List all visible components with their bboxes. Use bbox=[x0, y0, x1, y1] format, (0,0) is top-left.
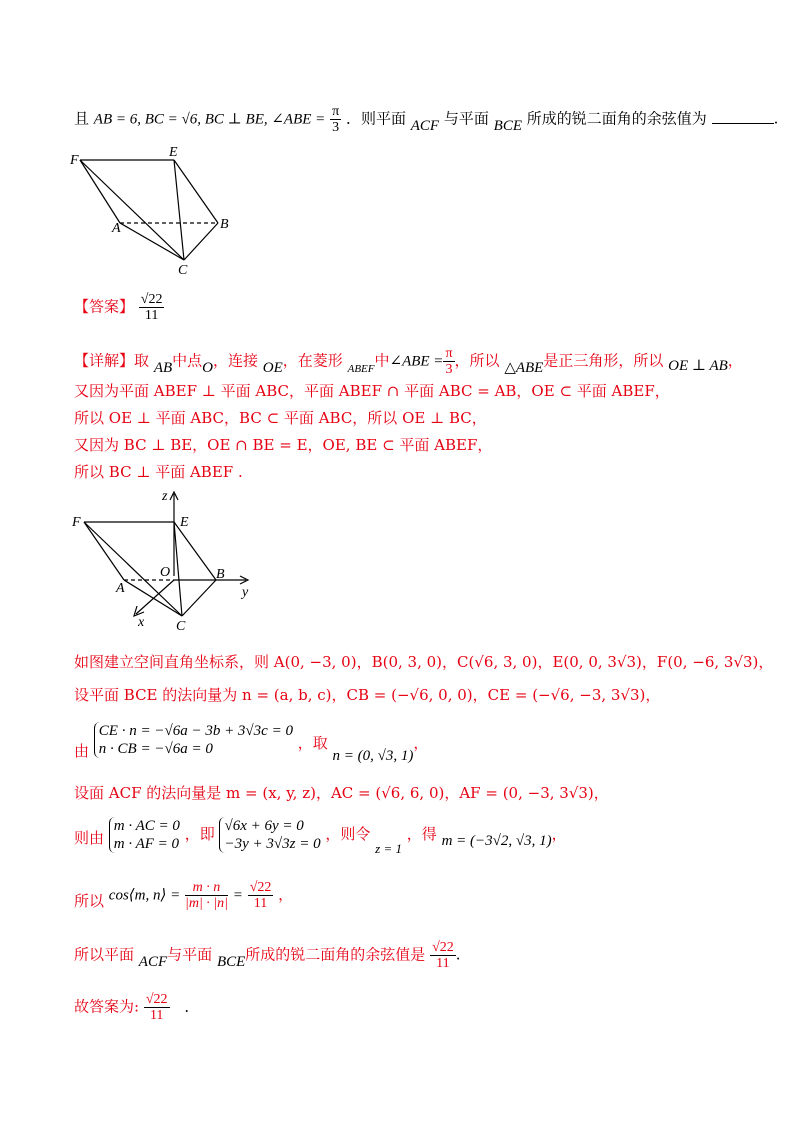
detail-text: ，所以 bbox=[454, 351, 500, 370]
system-2-eq1: m · AC = 0 bbox=[113, 818, 180, 834]
detail-line-3: 所以 OE ⊥ 平面 ABC，BC ⊂ 平面 ABC，所以 OE ⊥ BC， bbox=[74, 409, 487, 427]
detail-line-5: 所以 BC ⊥ 平面 ABEF . bbox=[74, 463, 243, 481]
normal-n: n = (0, √3, 1) bbox=[332, 748, 414, 764]
fig2-label-A: A bbox=[116, 581, 125, 596]
solution-text: 所以平面 bbox=[74, 945, 135, 964]
normal-m: m = (−3√2, √3, 1) bbox=[441, 833, 552, 849]
answer-tag: 【答案】 bbox=[74, 297, 135, 316]
system-3-eq2: −3y + 3√3z = 0 bbox=[224, 836, 321, 852]
cos-value: $\frac{√22}{11}$ bbox=[249, 880, 272, 911]
answer-line bbox=[74, 292, 164, 323]
point-o: O bbox=[202, 359, 213, 376]
plane-acf-final: ACF bbox=[138, 953, 168, 970]
triangle-abe: △ABE bbox=[504, 359, 544, 376]
final-answer-value: $\frac{√22}{11}$ bbox=[145, 992, 168, 1023]
solution-line-5 bbox=[74, 817, 567, 856]
detail-tag: 【详解】 bbox=[74, 351, 135, 370]
solution-line-4: 设面 ACF 的法向量是 m = (x, y, z)，AC = (√6, 6, 0)，AF = (0, −3, 3√3)， bbox=[74, 784, 609, 802]
detail-text: 中 bbox=[374, 351, 390, 370]
solution-text: ，则令 bbox=[325, 825, 371, 843]
detail-text: ， bbox=[727, 351, 743, 370]
rhombus-abef: ABEF bbox=[347, 362, 375, 375]
plane-acf: ACF bbox=[410, 117, 440, 134]
fig1-label-A: A bbox=[112, 221, 121, 236]
final-value: $\frac{√22}{11}$ bbox=[432, 940, 454, 971]
equals-sign: = bbox=[232, 887, 243, 904]
solution-period: . bbox=[455, 945, 461, 964]
plane-bce: BCE bbox=[493, 117, 522, 134]
solution-line-2: 设平面 BCE 的法向量为 n = (a, b, c)，CB = (−√6, 0, 0)，CE = (−√6, −3, 3√3)， bbox=[74, 686, 661, 704]
solution-text: 所成的锐二面角的余弦值是 bbox=[245, 945, 426, 964]
system-brace-3 bbox=[219, 817, 320, 853]
solution-line-8 bbox=[74, 992, 189, 1023]
let-z: z = 1 bbox=[375, 841, 402, 856]
question-then: ．则平面 bbox=[345, 109, 406, 128]
system-3-eq1: √6x + 6y = 0 bbox=[224, 818, 304, 834]
system-1-eq1: CE · n = −√6a − 3b + 3√3c = 0 bbox=[98, 723, 293, 739]
system-2-eq2: m · AF = 0 bbox=[113, 836, 180, 852]
detail-line-1 bbox=[74, 346, 743, 377]
fig2-label-O: O bbox=[160, 565, 171, 580]
final-period: . bbox=[184, 997, 190, 1016]
detail-text: ，连接 bbox=[213, 351, 259, 370]
angle-abe: ∠ABE = bbox=[389, 353, 444, 370]
question-conditions: AB = 6, BC = √6, BC ⊥ BE, ∠ABE = bbox=[93, 111, 326, 128]
solution-text: 由 bbox=[74, 742, 90, 760]
final-answer-label: 故答案为: bbox=[74, 997, 140, 1016]
question-prefix: 且 bbox=[74, 109, 90, 128]
solution-text: 所以 bbox=[74, 891, 105, 910]
system-1-eq2: n · CB = −√6a = 0 bbox=[98, 741, 213, 757]
figure-2 bbox=[70, 488, 260, 630]
fig2-label-F: F bbox=[72, 515, 81, 530]
fig1-label-C: C bbox=[178, 263, 188, 275]
detail-text: 取 bbox=[134, 351, 150, 370]
system-brace-2 bbox=[109, 817, 180, 853]
fig2-axis-y: y bbox=[242, 585, 249, 600]
fig2-label-B: B bbox=[216, 567, 225, 582]
seg-oe: OE bbox=[262, 359, 283, 376]
detail-text: 是正三角形，所以 bbox=[543, 351, 664, 370]
plane-bce-final: BCE bbox=[216, 953, 246, 970]
solution-text: 与平面 bbox=[167, 945, 213, 964]
solution-text: 则由 bbox=[74, 829, 105, 847]
cos-fraction: $\frac{m \cdot n}{|m| \cdot |n|}$ bbox=[184, 880, 228, 911]
figure-1 bbox=[70, 140, 240, 275]
solution-line-7 bbox=[74, 940, 461, 971]
fig2-label-E: E bbox=[180, 515, 189, 530]
solution-text: ，得 bbox=[406, 825, 437, 843]
pi-over-3-detail: $\frac{\pi}{3}$ bbox=[445, 346, 453, 377]
pi-over-3: $\frac{\pi}{3}$ bbox=[332, 104, 340, 135]
detail-line-2: 又因为平面 ABEF ⊥ 平面 ABC，平面 ABEF ∩ 平面 ABC = AB，OE ⊂ 平面 ABEF， bbox=[74, 382, 670, 400]
solution-text: ，取 bbox=[297, 734, 328, 752]
detail-line-4: 又因为 BC ⊥ BE，OE ∩ BE = E，OE, BE ⊂ 平面 ABEF， bbox=[74, 436, 493, 454]
question-line bbox=[74, 104, 778, 135]
seg-ab: AB bbox=[153, 359, 173, 376]
solution-text: ， bbox=[551, 825, 567, 843]
question-ask: 所成的锐二面角的余弦值为 bbox=[526, 109, 707, 128]
fig2-axis-z: z bbox=[162, 489, 168, 504]
question-with: 与平面 bbox=[443, 109, 489, 128]
cos-expression: cos⟨m, n⟩ = bbox=[108, 887, 181, 904]
fig1-label-B: B bbox=[220, 217, 229, 232]
solution-line-1: 如图建立空间直角坐标系，则 A(0, −3, 0)，B(0, 3, 0)，C(√6, 3, 0)，E(0, 0, 3√3)，F(0, −6, 3√3)， bbox=[74, 653, 774, 671]
detail-text: ，在菱形 bbox=[282, 351, 343, 370]
fig1-label-F: F bbox=[70, 153, 79, 168]
fig2-axis-x: x bbox=[138, 615, 145, 630]
solution-text: ， bbox=[278, 885, 294, 904]
solution-line-3 bbox=[74, 722, 429, 764]
answer-blank bbox=[712, 109, 774, 124]
question-period: . bbox=[773, 109, 779, 128]
system-brace-1 bbox=[94, 722, 293, 758]
oe-perp-ab: OE ⊥ AB bbox=[668, 357, 728, 374]
solution-line-6 bbox=[74, 880, 293, 911]
fig1-label-E: E bbox=[169, 145, 178, 160]
detail-text: 中点 bbox=[172, 351, 203, 370]
answer-value: $\frac{√22}{11}$ bbox=[140, 292, 163, 323]
fig2-label-C: C bbox=[176, 619, 186, 630]
solution-text: ，即 bbox=[184, 825, 215, 843]
solution-text: ， bbox=[413, 734, 429, 752]
